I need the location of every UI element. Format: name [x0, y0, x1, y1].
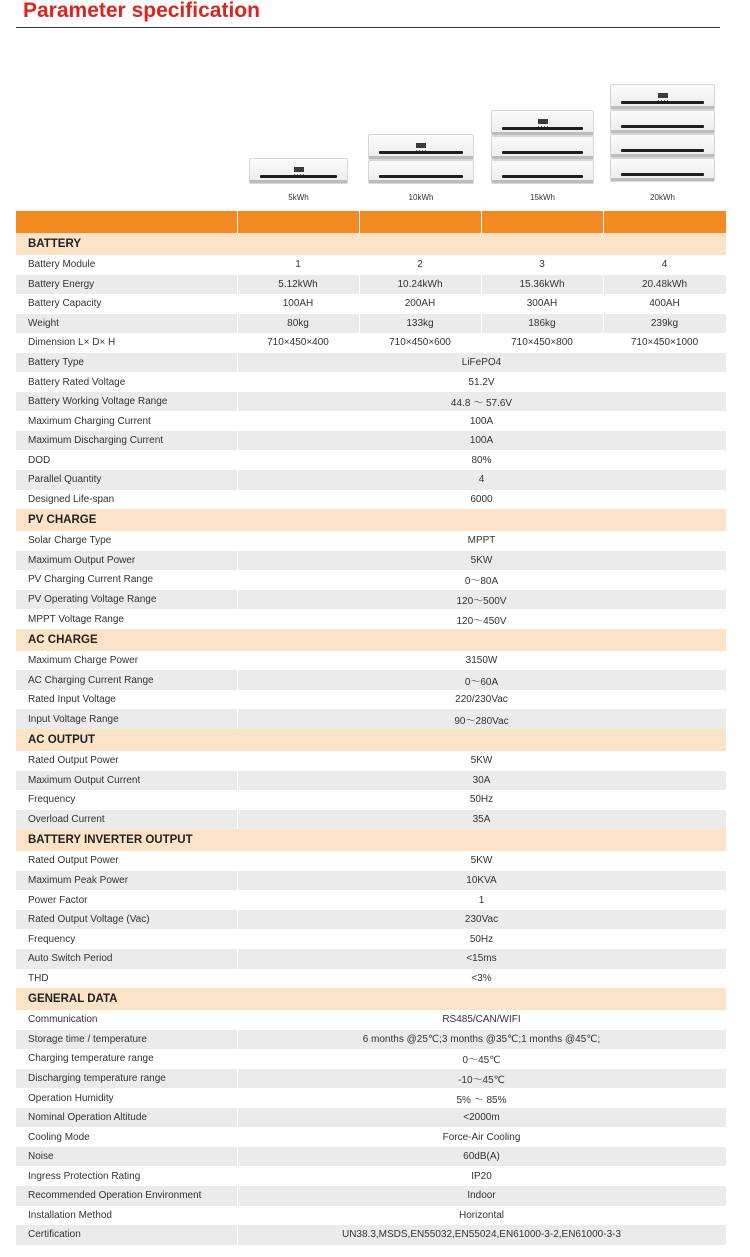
table-row	[16, 1088, 726, 1108]
row-value: 0～60A	[237, 670, 726, 690]
row-value: 200AH	[359, 294, 481, 314]
handle-band	[621, 101, 703, 104]
table-row	[16, 810, 726, 830]
row-label: Installation Method	[16, 1206, 237, 1226]
row-value: 400AH	[603, 294, 726, 314]
row-value: 51.2V	[237, 372, 726, 392]
battery-module-icon	[249, 158, 348, 184]
section-header-row	[16, 988, 726, 1010]
table-row	[16, 1069, 726, 1089]
battery-module-icon	[368, 160, 474, 184]
battery-stack-image	[368, 134, 474, 184]
row-label: Battery Working Voltage Range	[16, 392, 237, 412]
battery-stack-image	[249, 158, 348, 184]
row-value: 220/230Vac	[237, 690, 726, 710]
row-value: 60dB(A)	[237, 1147, 726, 1167]
row-value: IP20	[237, 1166, 726, 1186]
handle-band	[260, 175, 338, 178]
row-value: 50Hz	[237, 929, 726, 949]
row-value: 186kg	[481, 314, 603, 334]
handle-band	[379, 151, 462, 154]
row-value: 5KW	[237, 751, 726, 771]
table-row	[16, 709, 726, 729]
row-value: <15ms	[237, 949, 726, 969]
row-value: 5% ～ 85%	[237, 1088, 726, 1108]
table-row	[16, 551, 726, 571]
row-label: Recommended Operation Environment	[16, 1186, 237, 1206]
row-value: 710×450×800	[481, 333, 603, 353]
row-label: Input Voltage Range	[16, 709, 237, 729]
row-value: 10.24kWh	[359, 275, 481, 295]
row-label: Discharging temperature range	[16, 1069, 237, 1089]
table-row	[16, 1030, 726, 1050]
row-label: Maximum Peak Power	[16, 871, 237, 891]
row-value: 44.8 ～ 57.6V	[237, 392, 726, 412]
row-value: 30A	[237, 771, 726, 791]
row-value: 5KW	[237, 551, 726, 571]
row-value: 3	[481, 255, 603, 275]
display-screen-icon	[658, 93, 668, 98]
header-cell	[237, 211, 359, 233]
table-row	[16, 690, 726, 710]
row-value: 230Vac	[237, 910, 726, 930]
table-row	[16, 969, 726, 989]
table-row	[16, 431, 726, 451]
base-strip	[611, 130, 714, 133]
table-row	[16, 910, 726, 930]
row-label: Cooling Mode	[16, 1127, 237, 1147]
battery-module-icon	[610, 110, 715, 134]
table-row	[16, 1166, 726, 1186]
row-label: Maximum Charging Current	[16, 411, 237, 431]
row-value: 80%	[237, 450, 726, 470]
battery-module-icon	[491, 136, 594, 160]
table-header-row	[16, 211, 726, 233]
row-value: 15.36kWh	[481, 275, 603, 295]
row-label: Maximum Output Power	[16, 551, 237, 571]
display-screen-icon	[416, 143, 426, 148]
row-label: Rated Output Power	[16, 751, 237, 771]
table-row	[16, 470, 726, 490]
row-label: Parallel Quantity	[16, 470, 237, 490]
header-cell	[359, 211, 481, 233]
table-row	[16, 450, 726, 470]
row-value: 100A	[237, 431, 726, 451]
table-row	[16, 1206, 726, 1226]
row-value: UN38.3,MSDS,EN55032,EN55024,EN61000-3-2,EN61000-3-3	[237, 1225, 726, 1245]
row-value: Indoor	[237, 1186, 726, 1206]
section-header-row	[16, 729, 726, 751]
handle-band	[502, 127, 583, 130]
row-value: 2	[359, 255, 481, 275]
table-row	[16, 929, 726, 949]
section-title: AC CHARGE	[16, 629, 726, 651]
table-row	[16, 751, 726, 771]
table-row	[16, 255, 726, 275]
base-strip	[611, 154, 714, 157]
row-label: Battery Type	[16, 353, 237, 373]
table-row	[16, 1225, 726, 1245]
header-cell	[16, 211, 237, 233]
section-title: GENERAL DATA	[16, 988, 726, 1010]
product-capacity-label: 20kWh	[650, 193, 675, 202]
base-strip	[250, 180, 347, 183]
row-value: 710×450×1000	[603, 333, 726, 353]
handle-band	[621, 125, 703, 128]
row-value: Force-Air Cooling	[237, 1127, 726, 1147]
row-label: Frequency	[16, 929, 237, 949]
row-label: Storage time / temperature	[16, 1030, 237, 1050]
row-label: Overload Current	[16, 810, 237, 830]
product-capacity-label: 15kWh	[530, 193, 555, 202]
row-value: 120～500V	[237, 590, 726, 610]
row-value: 4	[603, 255, 726, 275]
row-label: Weight	[16, 314, 237, 334]
table-row	[16, 1108, 726, 1128]
table-row	[16, 411, 726, 431]
battery-module-icon	[491, 110, 594, 136]
title-divider	[16, 27, 720, 28]
row-value: 133kg	[359, 314, 481, 334]
section-title: PV CHARGE	[16, 509, 726, 531]
row-label: Auto Switch Period	[16, 949, 237, 969]
row-value: 300AH	[481, 294, 603, 314]
battery-stack-image	[491, 110, 594, 184]
row-value: 35A	[237, 810, 726, 830]
row-label: Frequency	[16, 790, 237, 810]
row-value: 50Hz	[237, 790, 726, 810]
row-label: MPPT Voltage Range	[16, 609, 237, 629]
section-title: BATTERY INVERTER OUTPUT	[16, 829, 726, 851]
row-value: -10～45℃	[237, 1069, 726, 1089]
row-label: Power Factor	[16, 890, 237, 910]
row-label: Solar Charge Type	[16, 531, 237, 551]
row-value: 5KW	[237, 851, 726, 871]
row-label: Certification	[16, 1225, 237, 1245]
row-value: 710×450×600	[359, 333, 481, 353]
row-value: 10KVA	[237, 871, 726, 891]
section-header-row	[16, 233, 726, 255]
row-value: Horizontal	[237, 1206, 726, 1226]
table-row	[16, 531, 726, 551]
table-row	[16, 570, 726, 590]
row-value: 90～280Vac	[237, 709, 726, 729]
row-value: 100A	[237, 411, 726, 431]
row-value: 5.12kWh	[237, 275, 359, 295]
row-label: PV Charging Current Range	[16, 570, 237, 590]
handle-band	[502, 175, 583, 178]
table-row	[16, 1147, 726, 1167]
row-label: Designed Life-span	[16, 490, 237, 510]
battery-stack-image	[610, 84, 715, 182]
base-strip	[492, 180, 593, 183]
row-value: 20.48kWh	[603, 275, 726, 295]
table-row	[16, 851, 726, 871]
row-value: <3%	[237, 969, 726, 989]
product-capacity-label: 10kWh	[408, 193, 434, 202]
battery-module-icon	[610, 84, 715, 110]
row-value: 100AH	[237, 294, 359, 314]
row-label: DOD	[16, 450, 237, 470]
base-strip	[611, 106, 714, 109]
header-cell	[481, 211, 603, 233]
base-strip	[369, 156, 473, 159]
table-row	[16, 609, 726, 629]
row-label: Communication	[16, 1010, 237, 1030]
section-header-row	[16, 509, 726, 531]
battery-module-icon	[610, 158, 715, 182]
row-label: Rated Output Voltage (Vac)	[16, 910, 237, 930]
row-value: 239kg	[603, 314, 726, 334]
battery-module-icon	[491, 160, 594, 184]
row-value: 6000	[237, 490, 726, 510]
table-row	[16, 333, 726, 353]
row-value: 3150W	[237, 651, 726, 671]
row-value: 710×450×400	[237, 333, 359, 353]
display-screen-icon	[538, 119, 548, 124]
row-value: 1	[237, 255, 359, 275]
section-header-row	[16, 629, 726, 651]
handle-band	[621, 173, 703, 176]
row-value: <2000m	[237, 1108, 726, 1128]
handle-band	[621, 149, 703, 152]
row-label: Charging temperature range	[16, 1049, 237, 1069]
table-row	[16, 890, 726, 910]
table-row	[16, 275, 726, 295]
table-row	[16, 949, 726, 969]
table-row	[16, 490, 726, 510]
table-row	[16, 1186, 726, 1206]
row-value: RS485/CAN/WIFI	[237, 1010, 726, 1030]
handle-band	[502, 151, 583, 154]
row-label: Maximum Output Current	[16, 771, 237, 791]
row-label: PV Operating Voltage Range	[16, 590, 237, 610]
battery-module-icon	[368, 134, 474, 160]
table-row	[16, 1127, 726, 1147]
row-label: Battery Rated Voltage	[16, 372, 237, 392]
battery-module-icon	[610, 134, 715, 158]
row-label: Maximum Charge Power	[16, 651, 237, 671]
row-value: MPPT	[237, 531, 726, 551]
row-label: Dimension L× D× H	[16, 333, 237, 353]
row-label: Battery Module	[16, 255, 237, 275]
row-label: Noise	[16, 1147, 237, 1167]
row-label: Battery Energy	[16, 275, 237, 295]
spec-table	[16, 211, 727, 1245]
row-label: Ingress Protection Rating	[16, 1166, 237, 1186]
row-value: 0～45℃	[237, 1049, 726, 1069]
section-title: AC OUTPUT	[16, 729, 726, 751]
row-label: THD	[16, 969, 237, 989]
display-screen-icon	[294, 167, 304, 172]
table-row	[16, 771, 726, 791]
row-value: 0～80A	[237, 570, 726, 590]
header-cell	[603, 211, 726, 233]
base-strip	[369, 180, 473, 183]
row-value: 120～450V	[237, 609, 726, 629]
row-value: 80kg	[237, 314, 359, 334]
section-title: BATTERY	[16, 233, 726, 255]
table-row	[16, 590, 726, 610]
table-row	[16, 871, 726, 891]
row-value: 4	[237, 470, 726, 490]
base-strip	[611, 178, 714, 181]
row-value: LiFePO4	[237, 353, 726, 373]
page-title: Parameter specification	[23, 0, 260, 22]
table-row	[16, 392, 726, 412]
row-label: Rated Input Voltage	[16, 690, 237, 710]
table-row	[16, 353, 726, 373]
section-header-row	[16, 829, 726, 851]
row-label: AC Charging Current Range	[16, 670, 237, 690]
handle-band	[379, 175, 462, 178]
row-label: Maximum Discharging Current	[16, 431, 237, 451]
table-row	[16, 1010, 726, 1030]
product-capacity-label: 5kWh	[288, 193, 309, 202]
table-row	[16, 790, 726, 810]
base-strip	[492, 156, 593, 159]
row-label: Battery Capacity	[16, 294, 237, 314]
table-row	[16, 314, 726, 334]
base-strip	[492, 132, 593, 135]
row-label: Operation Humidity	[16, 1088, 237, 1108]
table-row	[16, 372, 726, 392]
table-row	[16, 651, 726, 671]
table-row	[16, 1049, 726, 1069]
row-label: Nominal Operation Altitude	[16, 1108, 237, 1128]
table-row	[16, 294, 726, 314]
row-value: 6 months @25℃;3 months @35℃;1 months @45℃;	[237, 1030, 726, 1050]
table-row	[16, 670, 726, 690]
row-value: 1	[237, 890, 726, 910]
row-label: Rated Output Power	[16, 851, 237, 871]
